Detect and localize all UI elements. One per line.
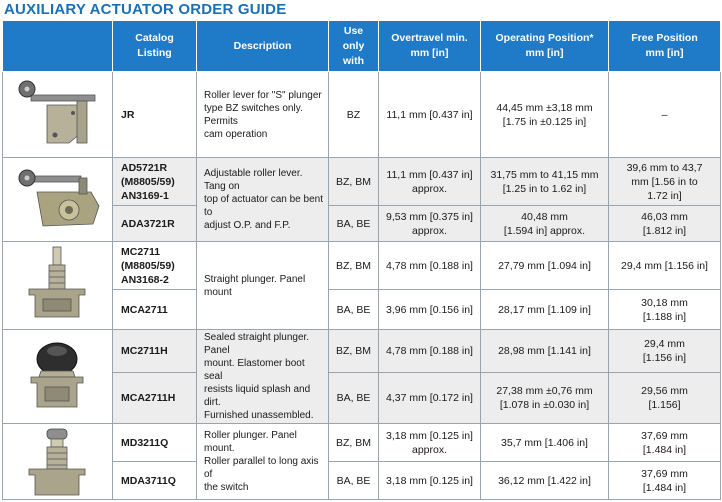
- free-cell: 37,69 mm [1.484 in]: [609, 462, 721, 500]
- overtravel-column-header: Overtravel min. mm [in]: [379, 21, 481, 72]
- free-cell: 29,4 mm [1.156 in]: [609, 242, 721, 290]
- sealed-straight-plunger-actuator-image: [3, 330, 113, 424]
- free-cell: 46,03 mm [1.812 in]: [609, 206, 721, 242]
- free-cell: 29,4 mm [1.156 in]: [609, 330, 721, 373]
- catalog-cell: AD5721R (M8805/59) AN3169-1: [113, 158, 197, 206]
- catalog-cell: MDA3711Q: [113, 462, 197, 500]
- table-row: [3, 158, 721, 206]
- table-row: [3, 424, 721, 462]
- operating-column-header: Operating Position* mm [in]: [481, 21, 609, 72]
- overtravel-cell: 11,1 mm [0.437 in]: [379, 72, 481, 158]
- overtravel-cell: 3,96 mm [0.156 in]: [379, 290, 481, 330]
- use-cell: BZ, BM: [329, 330, 379, 373]
- catalog-cell: JR: [113, 72, 197, 158]
- table-row: [3, 330, 721, 373]
- operating-cell: 35,7 mm [1.406 in]: [481, 424, 609, 462]
- operating-cell: 27,38 mm ±0,76 mm [1.078 in ±0.030 in]: [481, 372, 609, 423]
- overtravel-cell: 3,18 mm [0.125 in]: [379, 462, 481, 500]
- use-cell: BA, BE: [329, 206, 379, 242]
- operating-cell: 40,48 mm [1.594 in] approx.: [481, 206, 609, 242]
- use-cell: BZ, BM: [329, 242, 379, 290]
- roller-plunger-actuator-image: [3, 424, 113, 500]
- order-guide-table: [2, 20, 721, 500]
- overtravel-cell: 4,78 mm [0.188 in]: [379, 242, 481, 290]
- overtravel-cell: 9,53 mm [0.375 in] approx.: [379, 206, 481, 242]
- use-cell: BA, BE: [329, 290, 379, 330]
- free-cell: 39,6 mm to 43,7 mm [1.56 in to 1.72 in]: [609, 158, 721, 206]
- use-cell: BZ, BM: [329, 158, 379, 206]
- use-cell: BA, BE: [329, 372, 379, 423]
- operating-cell: 28,17 mm [1.109 in]: [481, 290, 609, 330]
- overtravel-cell: 3,18 mm [0.125 in] approx.: [379, 424, 481, 462]
- adjustable-roller-lever-actuator-image: [3, 158, 113, 242]
- description-cell: Roller plunger. Panel mount. Roller parallel to long axis of the switch: [197, 424, 329, 500]
- description-cell: Straight plunger. Panel mount: [197, 242, 329, 330]
- straight-plunger-actuator-image: [3, 242, 113, 330]
- overtravel-cell: 11,1 mm [0.437 in] approx.: [379, 158, 481, 206]
- free-cell: –: [609, 72, 721, 158]
- table-row: [3, 72, 721, 158]
- operating-cell: 36,12 mm [1.422 in]: [481, 462, 609, 500]
- page-title: AUXILIARY ACTUATOR ORDER GUIDE: [4, 1, 287, 18]
- free-cell: 30,18 mm [1.188 in]: [609, 290, 721, 330]
- description-cell: Adjustable roller lever. Tang on top of actuator can be bent to adjust O.P. and F.P.: [197, 158, 329, 242]
- free-cell: 29,56 mm [1.156]: [609, 372, 721, 423]
- description-cell: Sealed straight plunger. Panel mount. Elastomer boot seal resists liquid splash and dirt. Furnished unassembled.: [197, 330, 329, 424]
- catalog-cell: MC2711 (M8805/59) AN3168-2: [113, 242, 197, 290]
- description-column-header: Description: [197, 21, 329, 72]
- operating-cell: 27,79 mm [1.094 in]: [481, 242, 609, 290]
- catalog-cell: MD3211Q: [113, 424, 197, 462]
- free-cell: 37,69 mm [1.484 in]: [609, 424, 721, 462]
- operating-cell: 28,98 mm [1.141 in]: [481, 330, 609, 373]
- overtravel-cell: 4,78 mm [0.188 in]: [379, 330, 481, 373]
- operating-cell: 31,75 mm to 41,15 mm [1.25 in to 1.62 in]: [481, 158, 609, 206]
- catalog-cell: MC2711H: [113, 330, 197, 373]
- roller-lever-actuator-image: [3, 72, 113, 158]
- image-column-header: [3, 21, 113, 72]
- catalog-cell: MCA2711: [113, 290, 197, 330]
- table-row: [3, 242, 721, 290]
- catalog-cell: MCA2711H: [113, 372, 197, 423]
- header-row: [3, 21, 721, 72]
- use-cell: BZ: [329, 72, 379, 158]
- catalog-column-header: Catalog Listing: [113, 21, 197, 72]
- free-column-header: Free Position mm [in]: [609, 21, 721, 72]
- overtravel-cell: 4,37 mm [0.172 in]: [379, 372, 481, 423]
- use-cell: BZ, BM: [329, 424, 379, 462]
- use-cell: BA, BE: [329, 462, 379, 500]
- catalog-cell: ADA3721R: [113, 206, 197, 242]
- description-cell: Roller lever for "S" plunger type BZ switches only. Permits cam operation: [197, 72, 329, 158]
- operating-cell: 44,45 mm ±3,18 mm [1.75 in ±0.125 in]: [481, 72, 609, 158]
- use-column-header: Use only with: [329, 21, 379, 72]
